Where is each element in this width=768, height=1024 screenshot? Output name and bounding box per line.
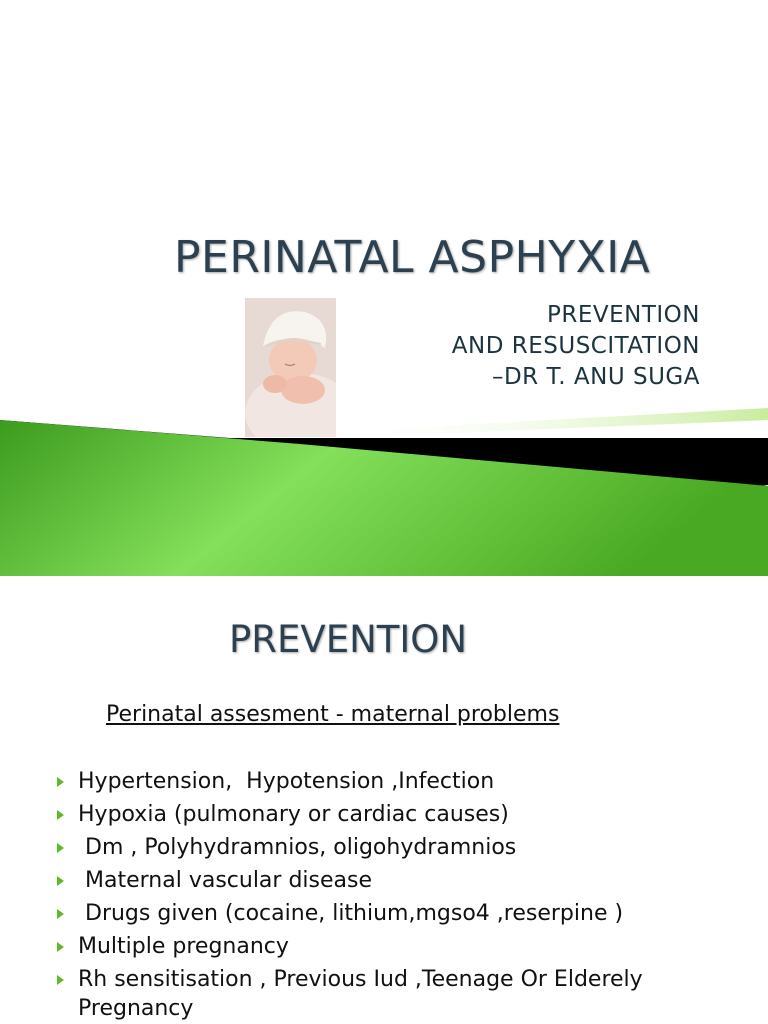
prevention-slide: [0, 576, 768, 1024]
list-item: [54, 831, 754, 864]
list-item-text: Hypoxia (pulmonary or cardiac causes): [78, 802, 509, 827]
list-item-text: Maternal vascular disease: [78, 868, 372, 893]
subtitle-line: PREVENTION: [547, 302, 700, 328]
triangle-bullet-icon: [57, 777, 64, 787]
triangle-bullet-icon: [57, 810, 64, 820]
triangle-bullet-icon: [57, 843, 64, 853]
list-item-text: Rh sensitisation , Previous Iud ,Teenage Or Elderely Pregnancy: [78, 967, 650, 1021]
bullet-list: [54, 765, 754, 1023]
list-item: [54, 930, 754, 963]
list-item-text: Multiple pregnancy: [78, 934, 289, 959]
sleeping-newborn-photo: [245, 298, 336, 437]
list-item-text: Dm , Polyhydramnios, oligohydramnios: [78, 835, 517, 860]
list-item: [54, 897, 754, 930]
slide-heading: PREVENTION: [229, 618, 468, 661]
list-item: [54, 765, 754, 798]
triangle-bullet-icon: [57, 909, 64, 919]
list-item-text: Hypertension, Hypotension ,Infection: [78, 769, 495, 794]
subtitle-line: AND RESUSCITATION: [451, 333, 700, 359]
list-item: [54, 864, 754, 897]
triangle-bullet-icon: [57, 876, 64, 886]
slide-subtitle: [452, 300, 700, 393]
triangle-bullet-icon: [57, 942, 64, 952]
subtitle-line: –DR T. ANU SUGA: [491, 364, 700, 390]
triangle-bullet-icon: [57, 975, 64, 985]
section-label: Perinatal assesment - maternal problems: [106, 702, 560, 727]
list-item: [54, 963, 754, 1023]
list-item-text: Drugs given (cocaine, lithium,mgso4 ,reserpine ): [78, 901, 624, 926]
list-item: [54, 798, 754, 831]
slide-title: PERINATAL ASPHYXIA: [174, 232, 651, 283]
